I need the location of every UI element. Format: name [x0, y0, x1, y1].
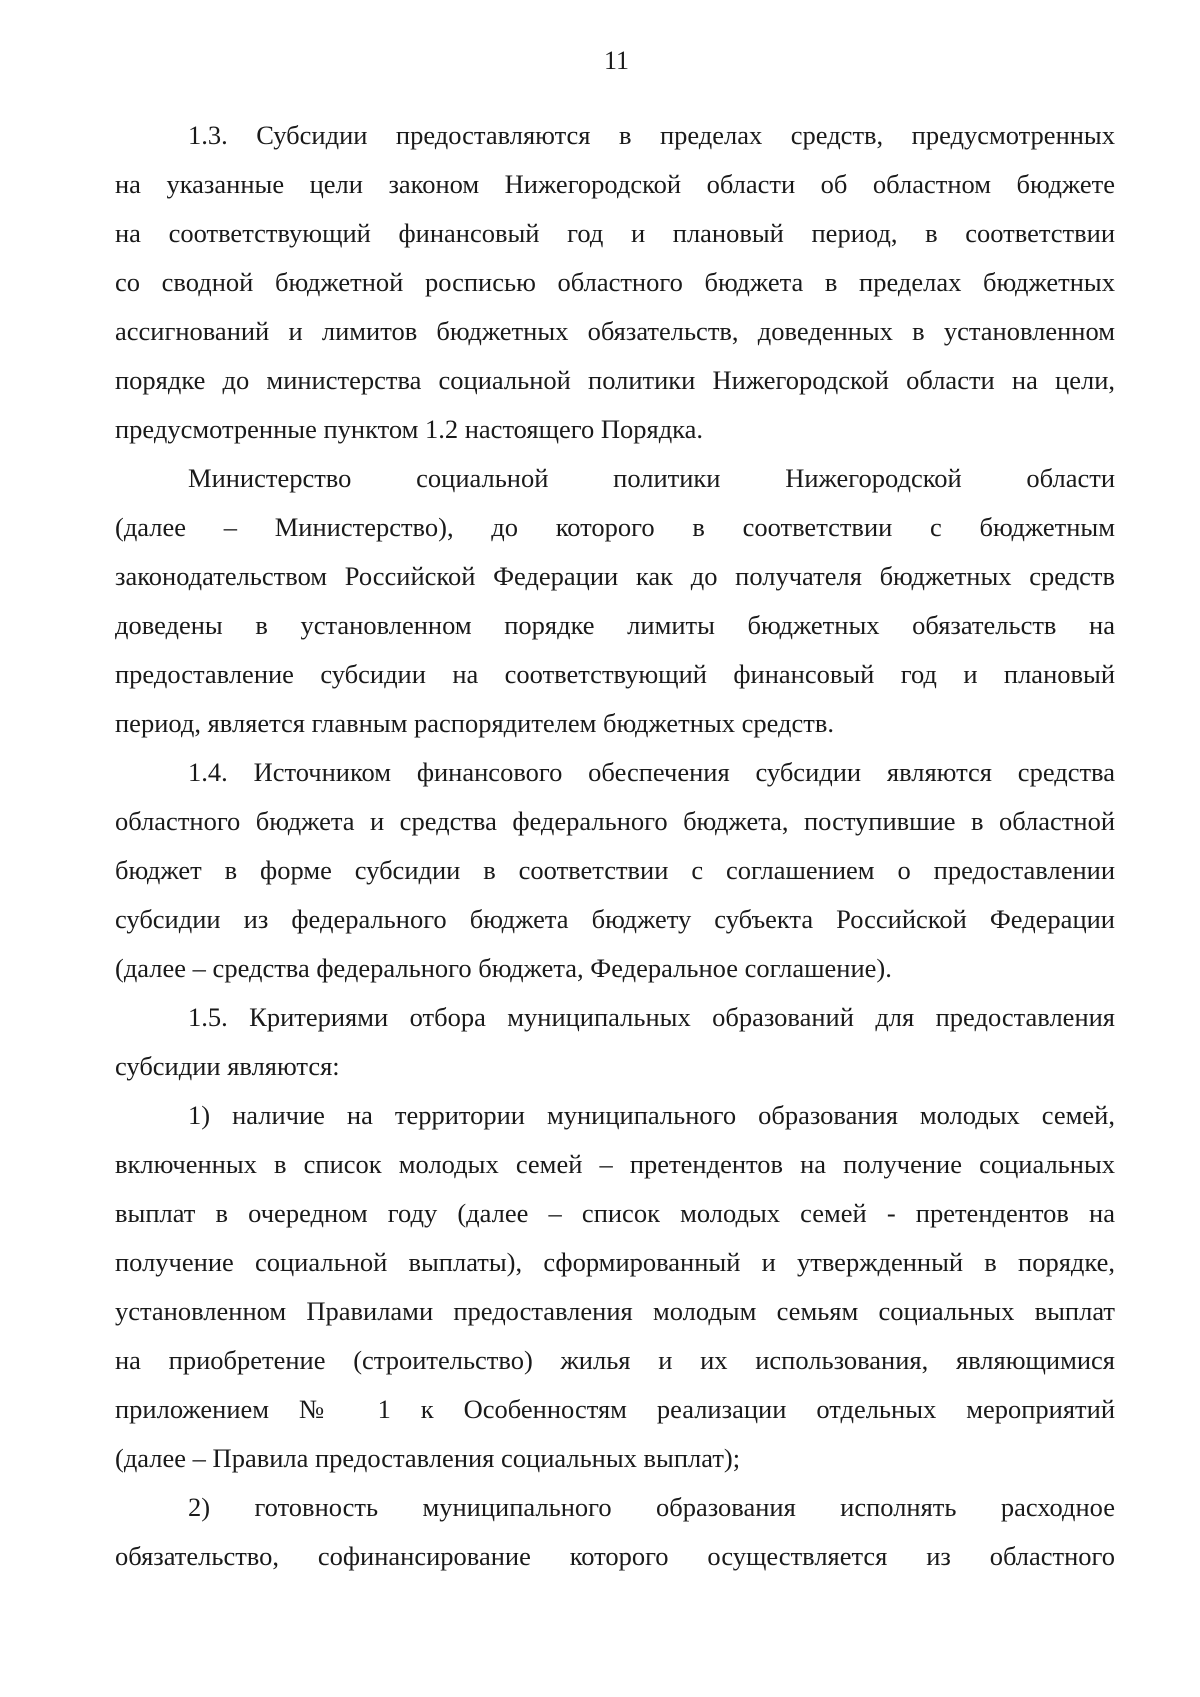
text-line: со сводной бюджетной росписью областного бюджета в пределах бюджетных	[115, 267, 1115, 297]
page-number: 11	[603, 46, 630, 75]
text-line: 1.4. Источником финансового обеспечения субсидии являются средства	[188, 757, 1115, 787]
text-line: 2) готовность муниципального образования исполнять расходное	[188, 1492, 1115, 1522]
text-line: на соответствующий финансовый год и плановый период, в соответствии	[115, 218, 1115, 248]
text-line: установленном Правилами предоставления молодым семьям социальных выплат	[115, 1296, 1115, 1326]
body-text	[115, 111, 1115, 1581]
text-line: (далее – Министерство), до которого в соответствии с бюджетным	[115, 512, 1115, 542]
text-line: выплат в очередном году (далее – список молодых семей - претендентов на	[115, 1198, 1115, 1228]
text-line: 1.3. Субсидии предоставляются в пределах средств, предусмотренных	[188, 120, 1115, 150]
text-line: законодательством Российской Федерации как до получателя бюджетных средств	[115, 561, 1115, 591]
text-line: включенных в список молодых семей – претендентов на получение социальных	[115, 1149, 1115, 1179]
text-line: субсидии являются:	[115, 1051, 340, 1081]
text-line: получение социальной выплаты), сформированный и утвержденный в порядке,	[115, 1247, 1115, 1277]
text-line: ассигнований и лимитов бюджетных обязательств, доведенных в установленном	[115, 316, 1115, 346]
text-line: доведены в установленном порядке лимиты бюджетных обязательств на	[115, 610, 1115, 640]
text-line: Министерство социальной политики Нижегородской области	[188, 463, 1115, 493]
text-line: субсидии из федерального бюджета бюджету субъекта Российской Федерации	[115, 904, 1115, 934]
text-line: областного бюджета и средства федерального бюджета, поступившие в областной	[115, 806, 1115, 836]
text-line: предоставление субсидии на соответствующий финансовый год и плановый	[115, 659, 1115, 689]
text-line: на указанные цели законом Нижегородской области об областном бюджете	[115, 169, 1115, 199]
text-line: бюджет в форме субсидии в соответствии с соглашением о предоставлении	[115, 855, 1115, 885]
text-line: на приобретение (строительство) жилья и их использования, являющимися	[115, 1345, 1115, 1375]
text-line: обязательство, софинансирование которого осуществляется из областного	[115, 1541, 1115, 1571]
text-line: порядке до министерства социальной политики Нижегородской области на цели,	[115, 365, 1115, 395]
text-line: период, является главным распорядителем бюджетных средств.	[115, 708, 835, 738]
text-line: предусмотренные пунктом 1.2 настоящего Порядка.	[115, 414, 704, 444]
text-line: (далее – средства федерального бюджета, Федеральное соглашение).	[115, 953, 892, 983]
text-line: приложением № 1 к Особенностям реализации отдельных мероприятий	[115, 1394, 1115, 1424]
text-line: 1) наличие на территории муниципального образования молодых семей,	[188, 1100, 1115, 1130]
text-line: 1.5. Критериями отбора муниципальных образований для предоставления	[188, 1002, 1115, 1032]
text-line: (далее – Правила предоставления социальных выплат);	[115, 1443, 741, 1473]
